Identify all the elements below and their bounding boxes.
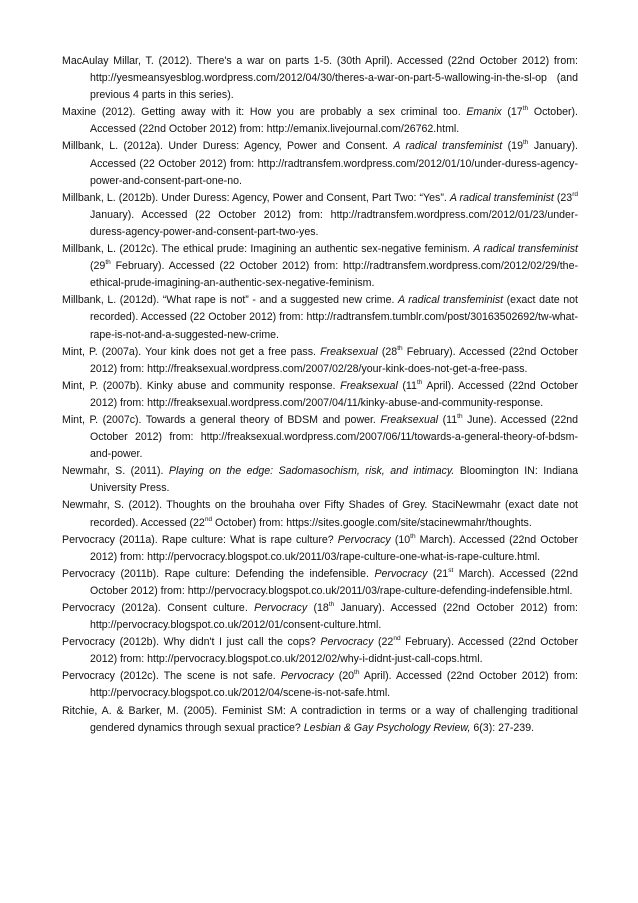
italic-title: Playing on the edge: Sadomasochism, risk, and intimacy. [168, 465, 455, 478]
reference-text: (17 [501, 106, 523, 119]
reference-text: (28 [377, 345, 398, 358]
reference-text: Mint, P. (2007a). Your kink does not get a free pass. [62, 345, 321, 358]
reference-text: Millbank, L. (2012a). Under Duress: Agency, Power and Consent. [62, 140, 394, 153]
reference-text: Pervocracy (2012b). Why didn't I just call the cops? [62, 636, 321, 649]
reference-entry [62, 463, 578, 497]
reference-text: April). Accessed (22nd October 2012) from: http://freaksexual.wordpress.com/2007/04/11/kinky-abuse-and-community-response. [90, 379, 578, 409]
reference-text: April). Accessed (22nd October 2012) from: http://pervocracy.blogspot.co.uk/2012/04/scene-is-not-safe.html. [90, 670, 578, 700]
reference-text: Pervocracy (2012a). Consent culture. [62, 602, 255, 614]
reference-text: Newmahr, S. (2012). Thoughts on the brouhaha over Fifty Shades of Grey. StaciNewmahr (exact date not recorded). Accessed (22 [62, 499, 578, 529]
italic-title: Pervocracy [374, 567, 428, 580]
italic-title: Pervocracy [337, 533, 391, 546]
ordinal-suffix: th [328, 601, 335, 608]
reference-text: (11 [438, 413, 458, 426]
ordinal-suffix: th [105, 259, 111, 267]
reference-text: Millbank, L. (2012b). Under Duress: Agency, Power and Consent, Part Two: “Yes”. [62, 191, 450, 204]
reference-entry [62, 344, 578, 378]
reference-entry [62, 532, 578, 566]
reference-text: Newmahr, S. (2011). [62, 465, 169, 478]
reference-text: MacAulay Millar, T. (2012). There's a war on parts 1-5. (30th April). Accessed (22nd October 2012) from: http://yesmeansyesblog.wordpress.com/2012/04/30/theres-a-war-on-part-5-wallowing-in-the-sl-op (and previous 4 parts in this series). [62, 55, 578, 102]
reference-text: January). Accessed (22nd October 2012) from: http://pervocracy.blogspot.co.uk/2012/01/consent-culture.html. [90, 602, 578, 632]
italic-title: A radical transfeminist [393, 140, 503, 153]
reference-text: (11 [397, 379, 417, 392]
reference-entry [62, 668, 578, 702]
ordinal-suffix: th [522, 105, 529, 113]
italic-title: Emanix [466, 106, 502, 119]
italic-title: Pervocracy [320, 636, 374, 649]
reference-entry [62, 190, 578, 241]
ordinal-suffix: th [397, 344, 403, 352]
reference-entry [62, 412, 578, 463]
reference-text: Maxine (2012). Getting away with it: How you are probably a sex criminal too. [62, 106, 467, 119]
reference-entry [62, 378, 578, 412]
reference-text: Millbank, L. (2012c). The ethical prude: Imagining an authentic sex-negative feminism. [62, 243, 474, 256]
reference-text: Pervocracy (2011a). Rape culture: What is rape culture? [62, 533, 338, 546]
reference-text: October) from: https://sites.google.com/site/stacinewmahr/thoughts. [212, 516, 532, 529]
italic-title: Freaksexual [320, 345, 378, 358]
ordinal-suffix: rd [572, 190, 578, 198]
reference-entry [62, 241, 578, 292]
reference-text: (exact date not recorded). Accessed (22 October 2012) from: http://radtransfem.tumblr.com/post/30163502692/tw-what-rape-is-not-and-a-suggested-new-crime. [90, 294, 578, 341]
reference-entry [62, 634, 578, 668]
reference-text: June). Accessed (22nd October 2012) from: http://freaksexual.wordpress.com/2007/06/11/towards-a-general-theory-of-bdsm-and-power. [90, 413, 578, 461]
ordinal-suffix: th [457, 412, 463, 420]
italic-title: Lesbian & Gay Psychology Review, [303, 721, 471, 734]
ordinal-suffix: th [410, 532, 416, 540]
ordinal-suffix: th [354, 669, 360, 677]
reference-text: February). Accessed (22nd October 2012) from: http://freaksexual.wordpress.com/2007/02/28/your-kink-does-not-get-a-free-pass. [90, 345, 578, 375]
reference-entry [62, 292, 578, 343]
reference-text: Pervocracy (2012c). The scene is not safe. [62, 670, 281, 683]
reference-entry [62, 53, 578, 104]
reference-text: Bloomington IN: Indiana University Press. [90, 465, 578, 495]
reference-entry [62, 566, 578, 600]
reference-text: Pervocracy (2011b). Rape culture: Defending the indefensible. [62, 567, 375, 580]
reference-text: (19 [502, 140, 523, 153]
reference-text: February). Accessed (22nd October 2012) from: http://pervocracy.blogspot.co.uk/2012/02/why-i-didnt-just-call-cops.html. [90, 636, 578, 666]
reference-text: Mint, P. (2007b). Kinky abuse and community response. [62, 379, 341, 392]
reference-text: (18 [307, 602, 329, 614]
ordinal-suffix: nd [393, 635, 401, 643]
italic-title: Freaksexual [380, 413, 439, 426]
reference-text: (21 [427, 567, 449, 580]
reference-text: (20 [333, 670, 355, 683]
reference-text: October). Accessed (22nd October 2012) from: http://emanix.livejournal.com/26762.html. [90, 106, 578, 136]
reference-text: (10 [390, 533, 411, 546]
italic-title: Freaksexual [340, 379, 398, 392]
reference-text: March). Accessed (22nd October 2012) from: http://pervocracy.blogspot.co.uk/2011/03/rape-culture-one-what-is-rape-culture.html. [90, 533, 578, 563]
reference-text: (22 [373, 636, 394, 649]
ordinal-suffix: st [448, 566, 454, 574]
reference-text: (23 [553, 191, 573, 204]
reference-text: February). Accessed (22 October 2012) from: http://radtransfem.wordpress.com/2012/02/29/the-ethical-prude-imagining-an-authentic-sex-negative-feminism. [90, 260, 578, 290]
reference-text: (29 [90, 260, 106, 273]
italic-title: A radical transfeminist [398, 294, 504, 307]
italic-title: A radical transfeminist [473, 243, 578, 256]
ordinal-suffix: th [416, 378, 423, 386]
reference-entry [62, 138, 578, 189]
ordinal-suffix: th [522, 139, 529, 147]
ordinal-suffix: nd [204, 515, 213, 523]
reference-text: Ritchie, A. & Barker, M. (2005). Feminist SM: A contradiction in terms or a way of challenging traditional gendered dynamics through sexual practice? [62, 704, 578, 734]
reference-entry [62, 104, 578, 138]
reference-text: March). Accessed (22nd October 2012) from: http://pervocracy.blogspot.co.uk/2011/03/rape-culture-defending-indefensible.html. [90, 567, 578, 597]
reference-text: 6(3): 27-239. [470, 721, 535, 734]
italic-title: A radical transfeminist [449, 191, 554, 204]
reference-text: January). Accessed (22 October 2012) from: http://radtransfem.wordpress.com/2012/01/10/under-duress-agency-power-and-consent-part-one-no. [90, 140, 578, 187]
italic-title: Pervocracy [280, 670, 334, 683]
reference-entry [62, 600, 578, 634]
reference-entry [62, 703, 578, 737]
reference-text: January). Accessed (22 October 2012) from: http://radtransfem.wordpress.com/2012/01/23/under-duress-agency-power-and-consent-part-two-yes. [90, 208, 578, 238]
italic-title: Pervocracy [254, 602, 308, 614]
reference-text: Mint, P. (2007c). Towards a general theory of BDSM and power. [62, 413, 381, 426]
reference-text: Millbank, L. (2012d). “What rape is not” - and a suggested new crime. [62, 294, 399, 307]
reference-list [62, 53, 578, 737]
reference-entry [62, 497, 578, 531]
